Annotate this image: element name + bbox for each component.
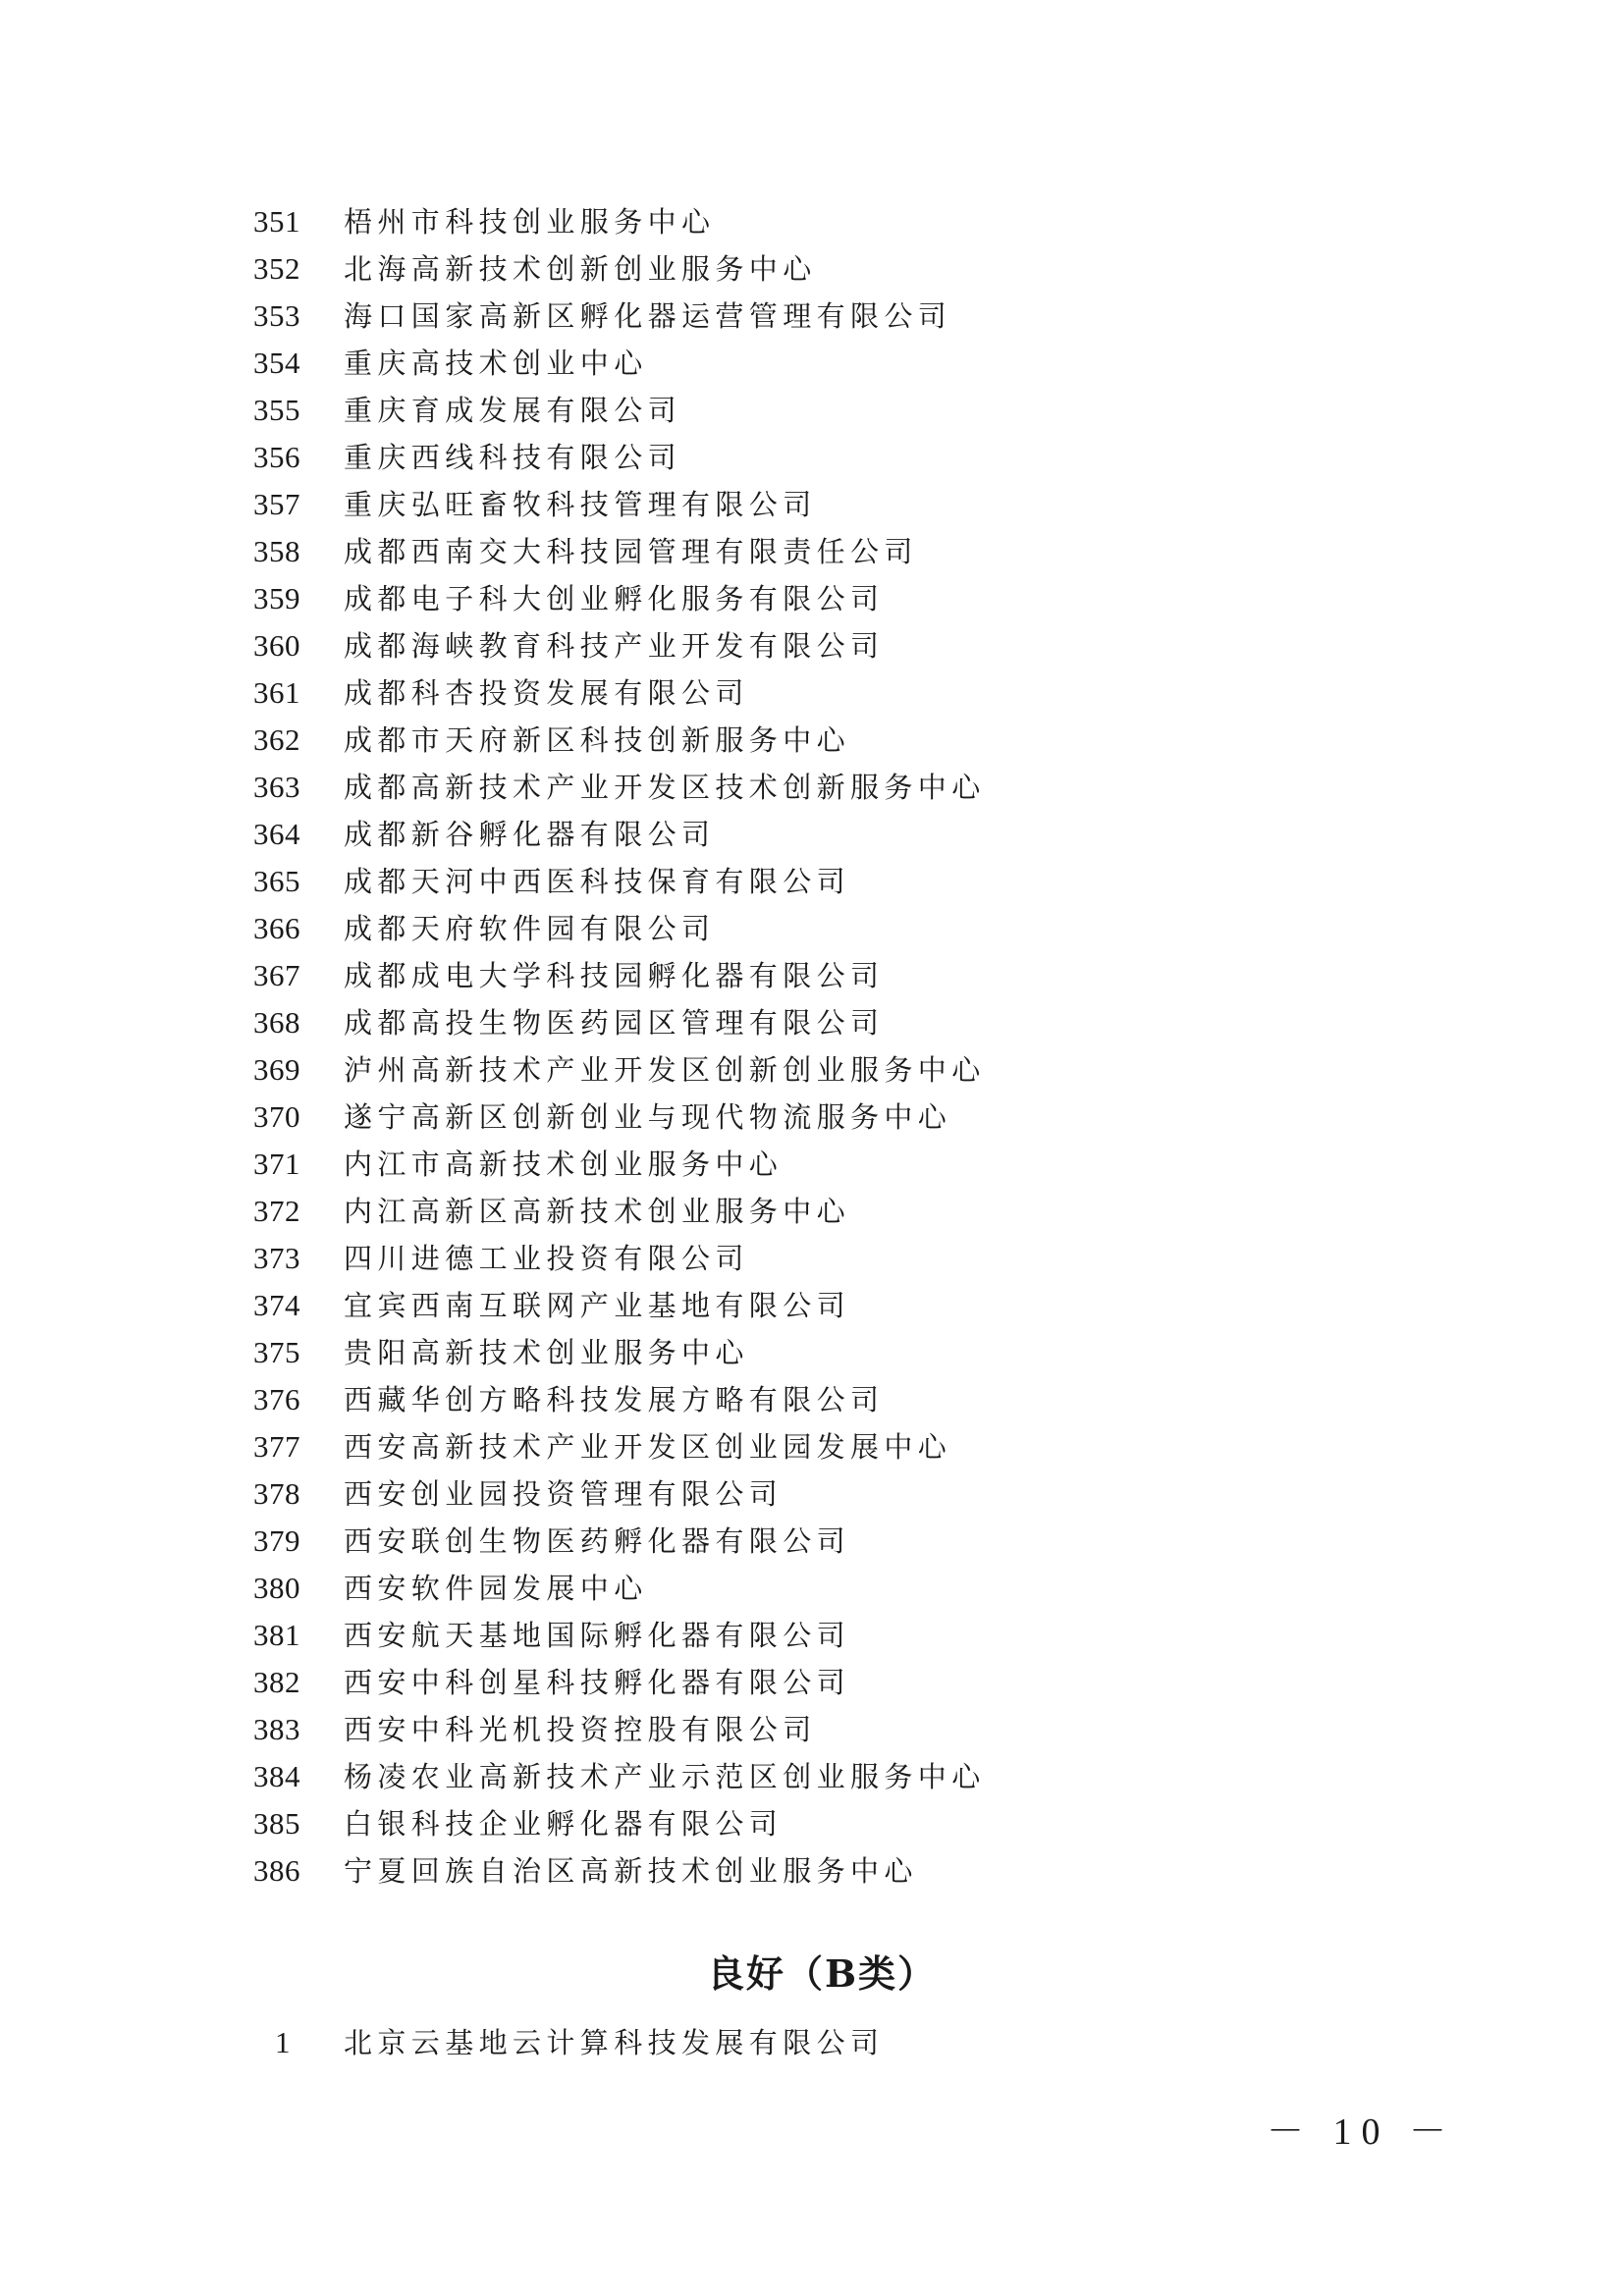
entry-number: 376 (253, 1382, 300, 1416)
entry-number: 384 (253, 1759, 300, 1793)
section-title: 良好（B类） (706, 1951, 938, 1996)
entry-name: 西安创业园投资管理有限公司 (344, 1477, 784, 1511)
entry-name: 宜宾西南互联网产业基地有限公司 (344, 1289, 851, 1322)
entry-number: 372 (253, 1194, 300, 1228)
entry-name: 北海高新技术创新创业服务中心 (344, 252, 817, 286)
entry-number: 358 (253, 534, 300, 568)
entry-number: 379 (253, 1523, 300, 1558)
entry-number: 363 (253, 770, 300, 804)
entry-name: 宁夏回族自治区高新技术创业服务中心 (344, 1854, 918, 1888)
entry-number: 383 (253, 1712, 300, 1746)
entry-number: 382 (253, 1665, 300, 1699)
entry-name: 成都天河中西医科技保育有限公司 (344, 865, 851, 898)
entry-name: 成都海峡教育科技产业开发有限公司 (344, 629, 885, 663)
entry-name: 重庆育成发展有限公司 (344, 394, 682, 427)
entry-name: 重庆西线科技有限公司 (344, 441, 682, 474)
entry-number: 368 (253, 1005, 300, 1040)
entry-name: 成都科杏投资发展有限公司 (344, 676, 749, 710)
entry-number: 374 (253, 1288, 300, 1322)
entry-number: 359 (253, 581, 300, 615)
entry-name: 成都高投生物医药园区管理有限公司 (344, 1006, 885, 1040)
entry-number: 362 (253, 722, 300, 757)
entry-name: 重庆高技术创业中心 (344, 347, 648, 380)
page-number: － 10 － (1267, 2111, 1457, 2153)
entry-name: 重庆弘旺畜牧科技管理有限公司 (344, 488, 817, 521)
entry-name: 内江市高新技术创业服务中心 (344, 1148, 784, 1181)
entry-name: 四川进德工业投资有限公司 (344, 1242, 749, 1275)
entry-number: 380 (253, 1571, 300, 1605)
entry-name: 成都新谷孵化器有限公司 (344, 818, 716, 851)
entry-name: 西安航天基地国际孵化器有限公司 (344, 1619, 851, 1652)
entry-number: 354 (253, 346, 300, 380)
entry-number: 364 (253, 817, 300, 851)
entry-name: 成都天府软件园有限公司 (344, 912, 716, 945)
entry-name: 杨凌农业高新技术产业示范区创业服务中心 (344, 1760, 986, 1793)
entry-name: 梧州市科技创业服务中心 (344, 205, 716, 239)
entry-name: 成都市天府新区科技创新服务中心 (344, 723, 851, 757)
entry-number: 355 (253, 393, 300, 427)
entry-number: 352 (253, 251, 300, 286)
entry-name: 白银科技企业孵化器有限公司 (344, 1807, 784, 1841)
entry-name: 成都电子科大创业孵化服务有限公司 (344, 582, 885, 615)
entry-number: 367 (253, 958, 300, 992)
entry-name: 西安高新技术产业开发区创业园发展中心 (344, 1430, 952, 1464)
entry-number: 366 (253, 911, 300, 945)
entry-number: 377 (253, 1429, 300, 1464)
entry-number: 373 (253, 1241, 300, 1275)
entry-name: 西安中科创星科技孵化器有限公司 (344, 1666, 851, 1699)
entry-number: 361 (253, 675, 300, 710)
entry-number: 351 (253, 204, 300, 239)
entry-name: 海口国家高新区孵化器运营管理有限公司 (344, 299, 952, 333)
entry-number: 386 (253, 1853, 300, 1888)
entry-name: 贵阳高新技术创业服务中心 (344, 1336, 749, 1369)
entry-number: 369 (253, 1052, 300, 1087)
entry-number: 378 (253, 1476, 300, 1511)
entry-name: 成都西南交大科技园管理有限责任公司 (344, 535, 918, 568)
entry-number: 365 (253, 864, 300, 898)
entry-name: 成都成电大学科技园孵化器有限公司 (344, 959, 885, 992)
entry-name: 北京云基地云计算科技发展有限公司 (344, 2026, 885, 2059)
entry-name: 西安联创生物医药孵化器有限公司 (344, 1524, 851, 1558)
entry-name: 西安软件园发展中心 (344, 1572, 648, 1605)
entry-name: 西藏华创方略科技发展方略有限公司 (344, 1383, 885, 1416)
entry-name: 内江高新区高新技术创业服务中心 (344, 1195, 851, 1228)
entry-number: 356 (253, 440, 300, 474)
entry-number: 371 (253, 1147, 300, 1181)
entry-name: 遂宁高新区创新创业与现代物流服务中心 (344, 1100, 952, 1134)
entry-name: 成都高新技术产业开发区技术创新服务中心 (344, 771, 986, 804)
list-item (0, 2019, 1624, 2066)
entry-name: 西安中科光机投资控股有限公司 (344, 1713, 817, 1746)
entry-number: 381 (253, 1618, 300, 1652)
entry-number: 1 (275, 2025, 291, 2059)
entry-number: 360 (253, 628, 300, 663)
entry-number: 357 (253, 487, 300, 521)
entry-number: 370 (253, 1099, 300, 1134)
entry-number: 375 (253, 1335, 300, 1369)
entry-number: 385 (253, 1806, 300, 1841)
entry-name: 泸州高新技术产业开发区创新创业服务中心 (344, 1053, 986, 1087)
entry-number: 353 (253, 298, 300, 333)
